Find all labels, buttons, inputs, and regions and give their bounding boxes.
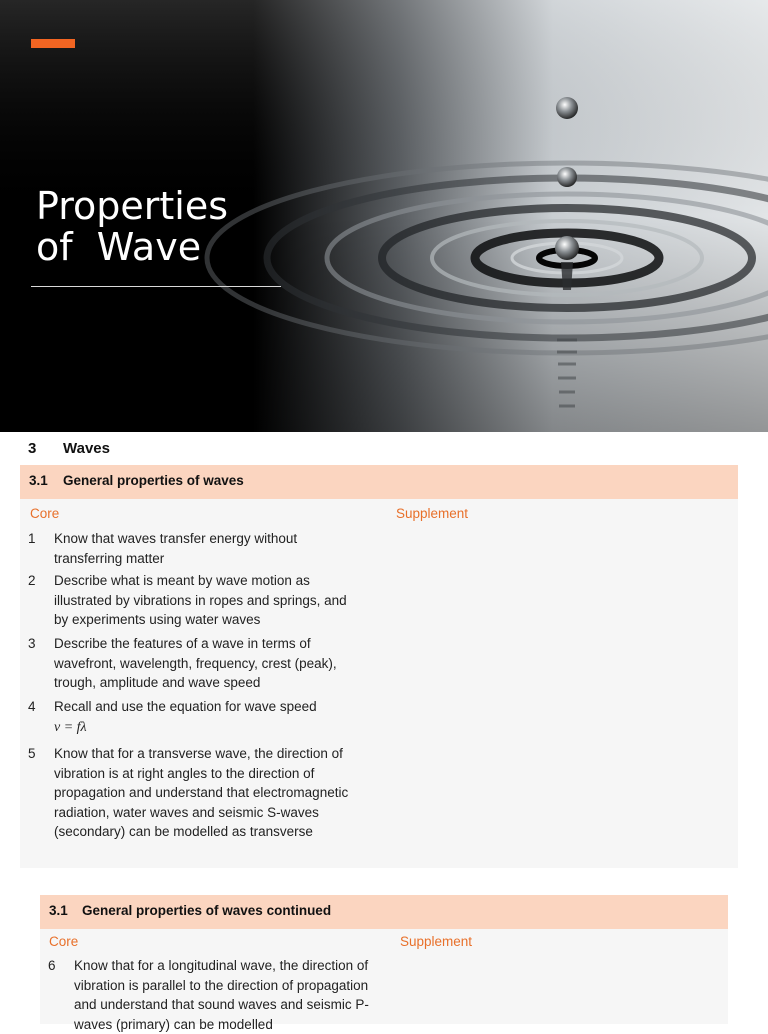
- supplement-column-label: Supplement: [400, 934, 473, 949]
- item-text: Describe the features of a wave in terms of wavefront, wavelength, frequency, crest (peak), trough, amplitude and wave speed: [54, 636, 337, 690]
- item-number: 2: [28, 573, 36, 588]
- subsection-header-continued: [40, 895, 728, 929]
- item-text: Recall and use the equation for wave speed: [54, 699, 317, 714]
- item-number: 4: [28, 699, 36, 714]
- item-text: Know that for a longitudinal wave, the direction of vibration is parallel to the direction of propagation and understand that sound waves and seismic P-waves (primary) can be modelled: [74, 958, 369, 1032]
- item-text: Describe what is meant by wave motion as illustrated by vibrations in ropes and springs, and by experiments using water waves: [54, 573, 347, 627]
- slide-title: Properties of Wave: [36, 184, 229, 269]
- supplement-column-label: Supplement: [396, 506, 469, 521]
- subsection-header: [20, 465, 738, 499]
- wave-speed-equation: v = fλ: [54, 720, 87, 735]
- section-title: Waves: [63, 440, 110, 457]
- item-number: 5: [28, 746, 36, 761]
- subsection-number: 3.1: [29, 473, 48, 488]
- item-text: Know that for a transverse wave, the direction of vibration is at right angles to the direction of propagation and understand that electromagnetic radiation, water waves and seismic S-waves (secondary) can be modelled as transverse: [54, 746, 349, 839]
- item-number: 6: [48, 958, 56, 973]
- subsection-title: General properties of waves: [63, 473, 244, 488]
- subsection-title: General properties of waves continued: [82, 903, 332, 918]
- subsection-number: 3.1: [49, 903, 68, 918]
- item-text: Know that waves transfer energy without transferring matter: [54, 531, 298, 566]
- core-column-label: Core: [30, 506, 60, 521]
- item-number: 1: [28, 531, 36, 546]
- title-underline: [31, 286, 281, 287]
- accent-bar: [31, 39, 75, 48]
- section-number: 3: [28, 440, 37, 457]
- item-number: 3: [28, 636, 36, 651]
- core-column-label: Core: [49, 934, 79, 949]
- title-slide: [0, 0, 768, 432]
